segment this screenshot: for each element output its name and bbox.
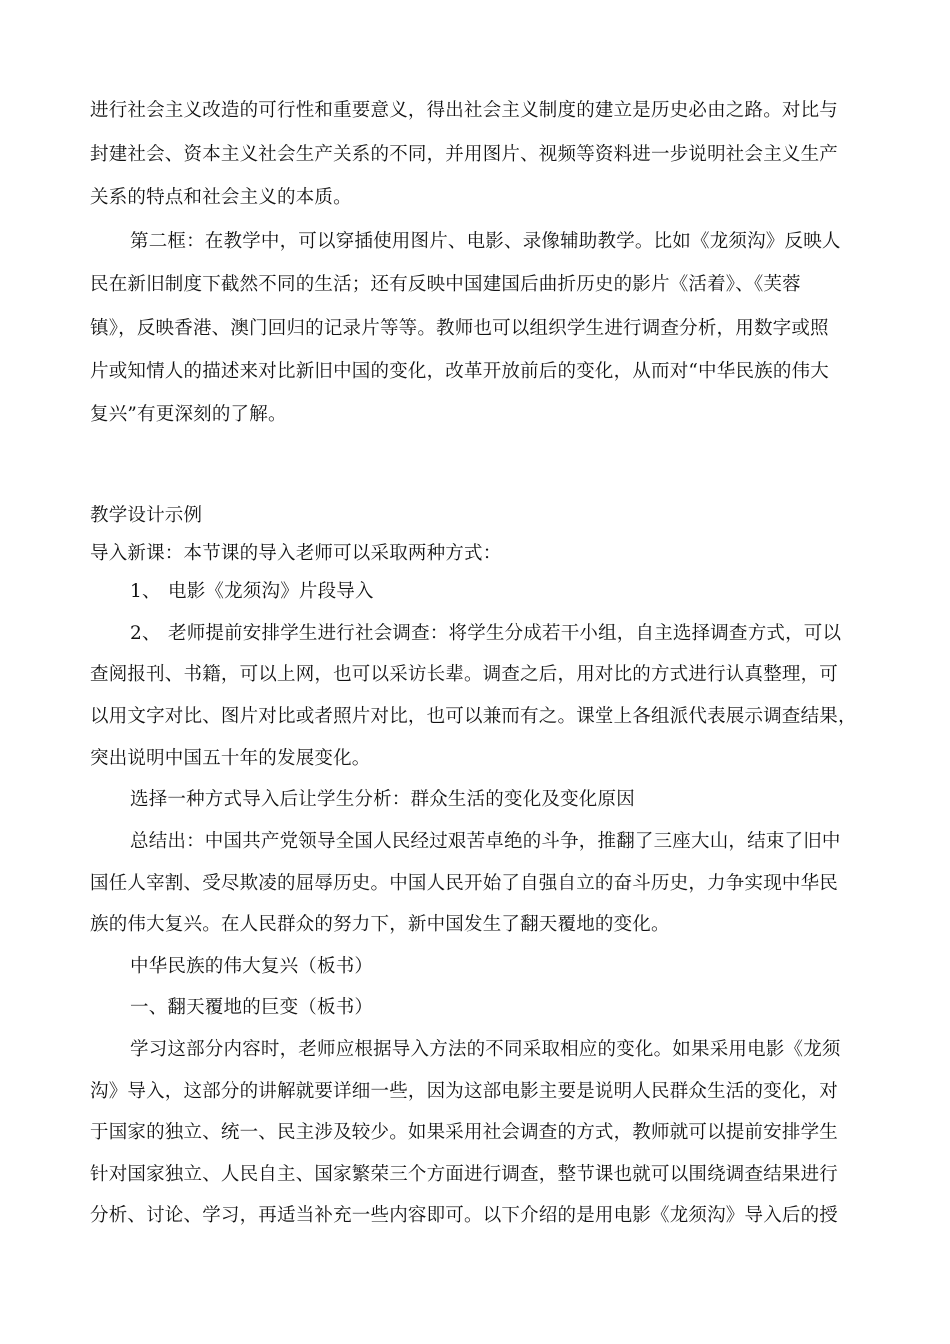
paragraph-line: 沟》导入，这部分的讲解就要详细一些，因为这部电影主要是说明人民群众生活的变化，对: [90, 1081, 839, 1102]
paragraph-line: 封建社会、资本主义社会生产关系的不同，并用图片、视频等资料进一步说明社会主义生产: [90, 144, 839, 165]
list-text: 老师提前安排学生进行社会调查：将学生分成若干小组，自主选择调查方式，可以: [168, 623, 842, 644]
paragraph-line: 分析、讨论、学习，再适当补充一些内容即可。以下介绍的是用电影《龙须沟》导入后的授: [90, 1205, 839, 1226]
paragraph-line: 学习这部分内容时，老师应根据导入方法的不同采取相应的变化。如果采用电影《龙须: [130, 1039, 841, 1060]
paragraph-line: 进行社会主义改造的可行性和重要意义，得出社会主义制度的建立是历史必由之路。对比与: [90, 100, 839, 121]
paragraph-line: 片或知情人的描述来对比新旧中国的变化，改革开放前后的变化，从而对“中华民族的伟大: [90, 361, 829, 382]
paragraph-line: 关系的特点和社会主义的本质。: [90, 187, 352, 208]
paragraph-line: 民在新旧制度下截然不同的生活；还有反映中国建国后曲折历史的影片《活着》、《芙蓉: [90, 274, 801, 295]
paragraph-line: 第二框：在教学中，可以穿插使用图片、电影、录像辅助教学。比如《龙须沟》反映人: [130, 231, 841, 252]
paragraph-line: 突出说明中国五十年的发展变化。: [90, 748, 371, 769]
paragraph-line: 查阅报刊、书籍，可以上网，也可以采访长辈。调查之后，用对比的方式进行认真整理，可: [90, 664, 839, 685]
list-number: 2、: [130, 623, 161, 644]
paragraph-line: 针对国家独立、人民自主、国家繁荣三个方面进行调查，整节课也就可以围绕调查结果进行: [90, 1164, 839, 1185]
paragraph-line: 于国家的独立、统一、民主涉及较少。如果采用社会调查的方式，教师就可以提前安排学生: [90, 1122, 839, 1143]
list-item: [130, 622, 841, 646]
paragraph-line: 选择一种方式导入后让学生分析：群众生活的变化及变化原因: [130, 789, 635, 810]
paragraph-line: 复兴”有更深刻的了解。: [90, 404, 287, 425]
paragraph-line: 国任人宰割、受尽欺凌的屈辱历史。中国人民开始了自强自立的奋斗历史，力争实现中华民: [90, 873, 839, 894]
intro-line: 导入新课：本节课的导入老师可以采取两种方式：: [90, 543, 502, 564]
board-heading: 中华民族的伟大复兴（板书）: [130, 956, 374, 977]
paragraph-line: 族的伟大复兴。在人民群众的努力下，新中国发生了翻天覆地的变化。: [90, 914, 670, 935]
paragraph-line: 以用文字对比、图片对比或者照片对比，也可以兼而有之。课堂上各组派代表展示调查结果，: [90, 706, 857, 727]
list-text: 电影《龙须沟》片段导入: [168, 581, 374, 602]
paragraph-line: 总结出：中国共产党领导全国人民经过艰苦卓绝的斗争，推翻了三座大山，结束了旧中: [130, 831, 841, 852]
list-item: [130, 580, 374, 604]
list-number: 1、: [130, 581, 161, 602]
board-heading: 一、翻天覆地的巨变（板书）: [130, 997, 374, 1018]
section-heading: 教学设计示例: [90, 505, 203, 526]
paragraph-line: 镇》，反映香港、澳门回归的记录片等等。教师也可以组织学生进行调查分析，用数字或照: [90, 318, 829, 339]
